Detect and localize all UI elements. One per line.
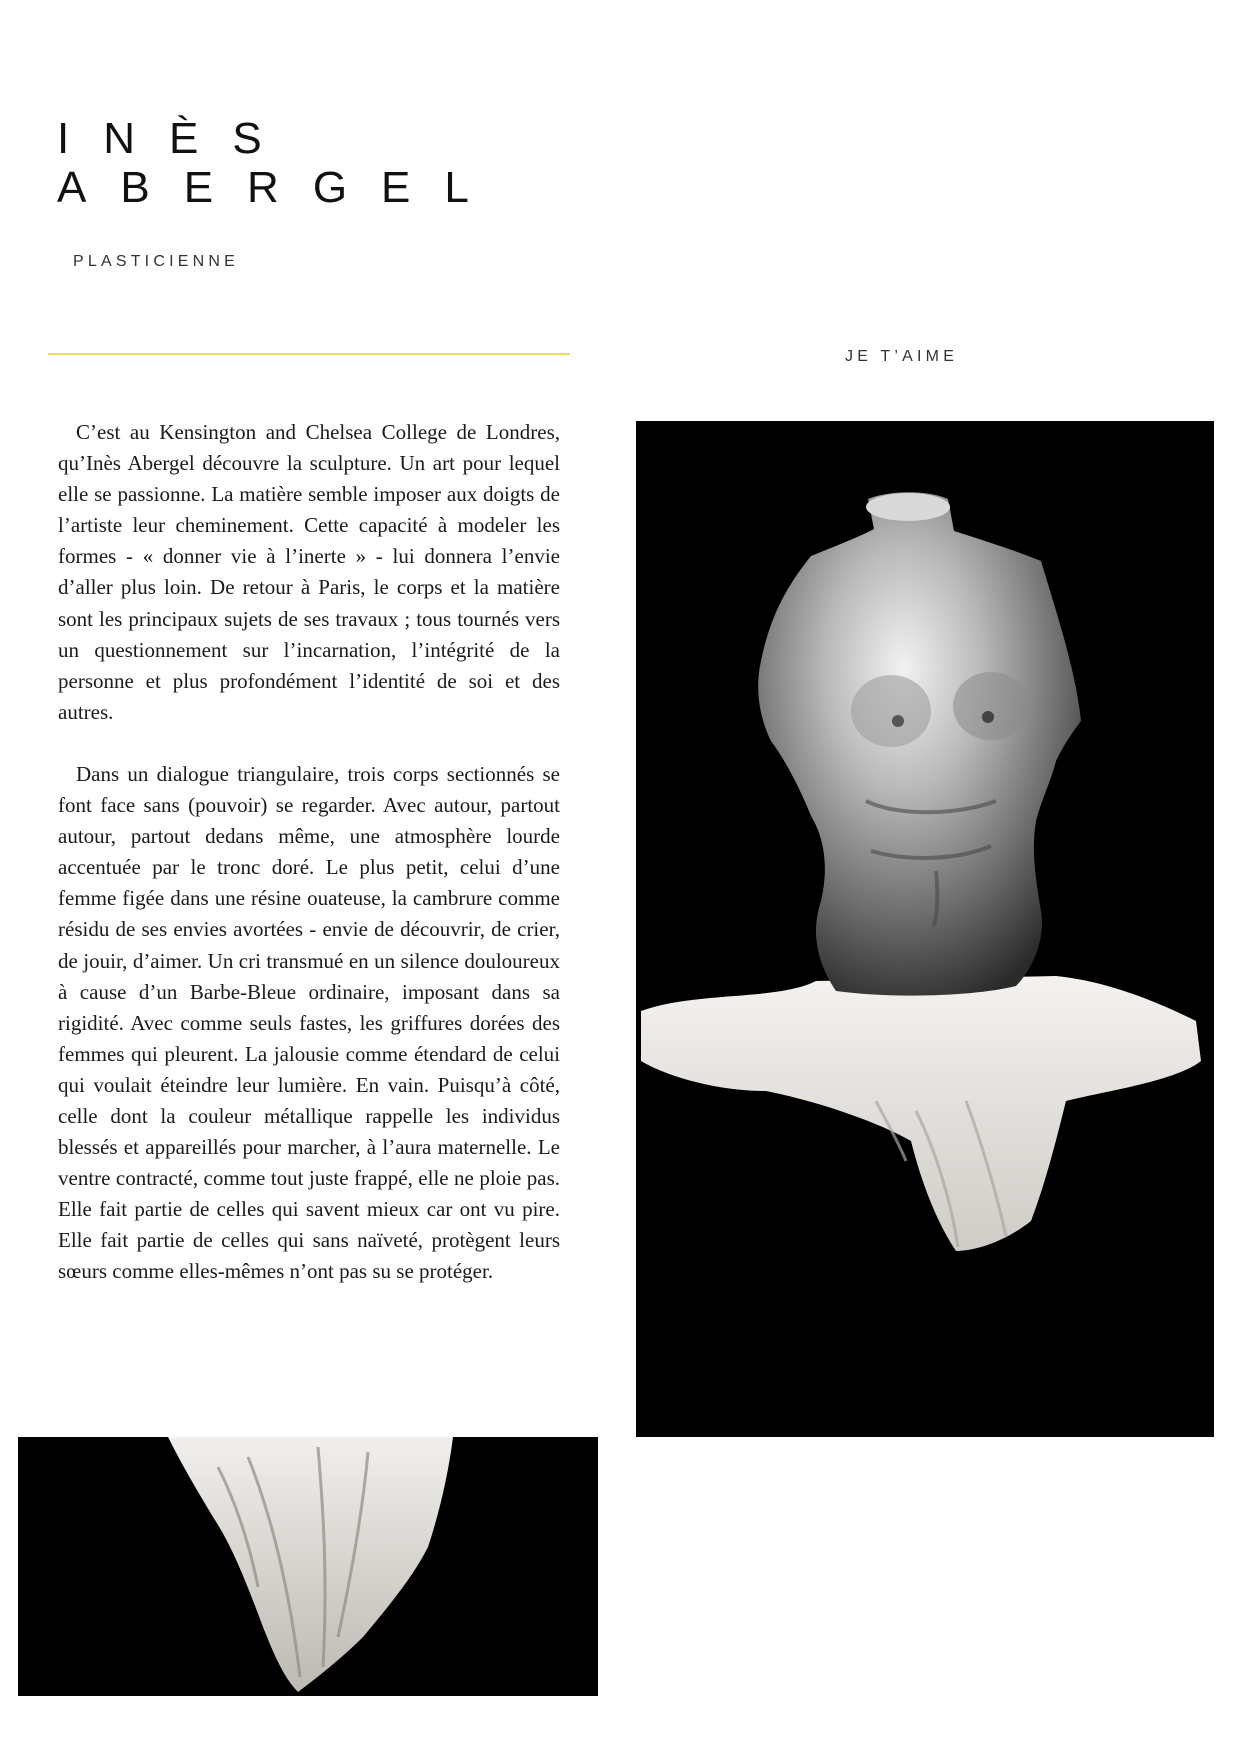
artist-role: PLASTICIENNE xyxy=(73,253,239,270)
article-body xyxy=(58,417,560,1288)
accent-divider xyxy=(48,353,570,355)
work-title: JE T’AIME xyxy=(845,348,959,365)
sculpture-photo xyxy=(636,421,1214,1437)
paragraph-intro: C’est au Kensington and Chelsea College de Londres, qu’Inès Abergel découvre la sculpture. Un art pour lequel elle se passionne. La matière semble imposer aux doigts de l’artiste leur cheminement. Cette capacité à modeler les formes - « donner vie à l’inerte » - lui donnera l’envie d’aller plus loin. De retour à Paris, le corps et la matière sont les principaux sujets de ses travaux ; tous tournés vers un questionnement sur l’incarnation, l’intégrité de la personne et plus profondément l’identité de soi et des autres. xyxy=(58,420,560,724)
cloth-detail-photo xyxy=(18,1437,598,1696)
paragraph-description: Dans un dialogue triangulaire, trois corps sectionnés se font face sans (pouvoir) se regarder. Avec autour, partout autour, partout dedans même, une atmosphère lourde accentuée par le tronc doré. Le plus petit, celui d’une femme figée dans une résine ouateuse, la cambrure comme résidu de ses envies avortées - envie de découvrir, de crier, de jouir, d’aimer. Un cri transmué en un silence douloureux à cause d’un Barbe-Bleue ordinaire, imposant dans sa rigidité. Avec comme seuls fastes, les griffures dorées des femmes qui pleurent. La jalousie comme étendard de celui qui voulait éteindre leur lumière. En vain. Puisqu’à côté, celle dont la couleur métallique rappelle les individus blessés et appareillés pour marcher, à l’aura maternelle. Le ventre contracté, comme tout juste frappé, elle ne ploie pas. Elle fait partie de celles qui savent mieux car ont vu pire. Elle fait partie de celles qui sans naïveté, protègent leurs sœurs comme elles-mêmes n’ont pas su se protéger. xyxy=(58,761,560,1284)
artist-first-name: INÈS xyxy=(57,114,296,163)
artist-last-name: ABERGEL xyxy=(57,163,503,212)
